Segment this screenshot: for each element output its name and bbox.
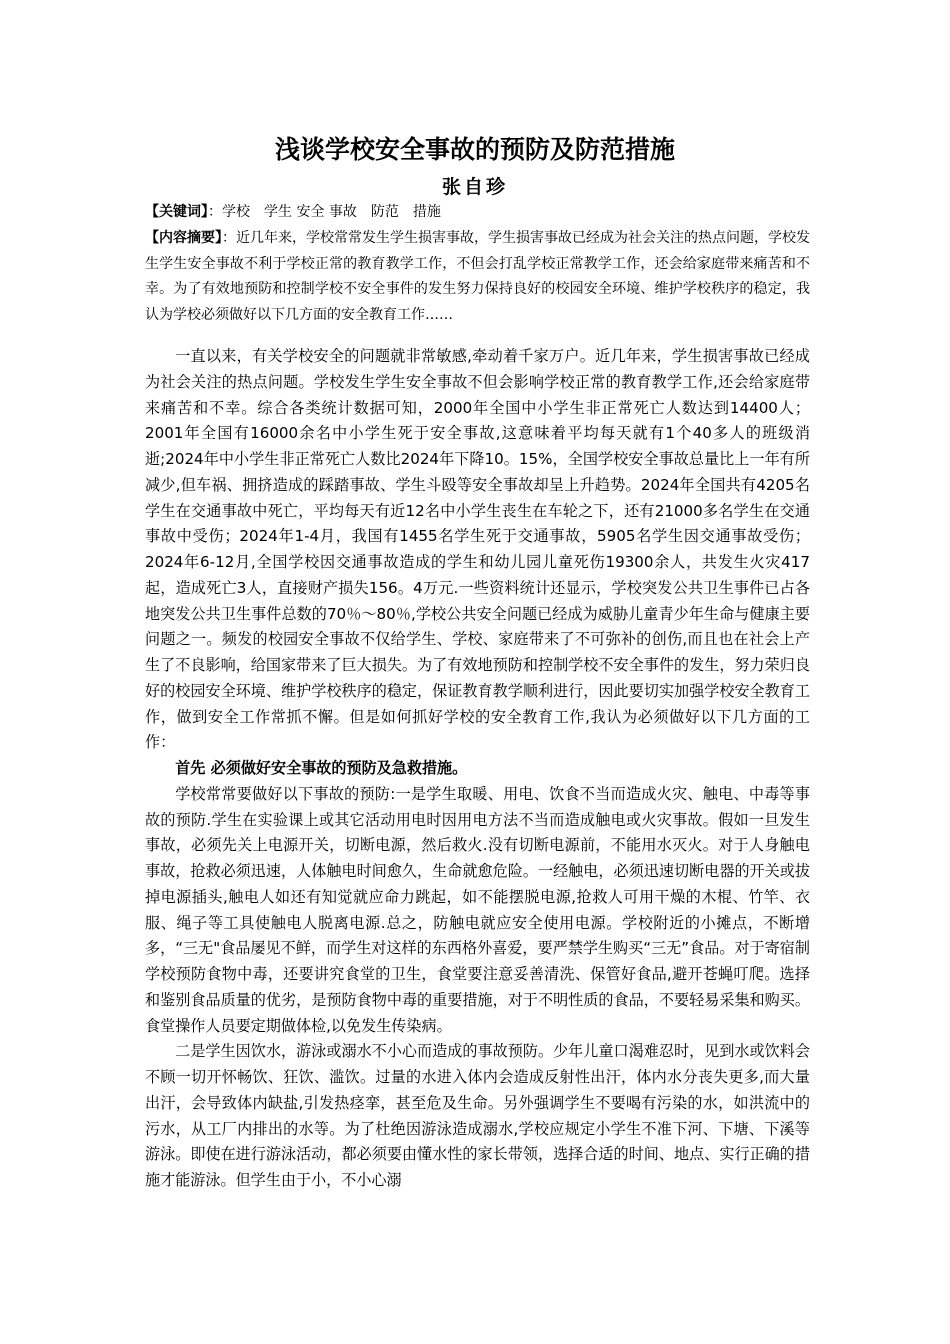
document-title: 浅谈学校安全事故的预防及防范措施 — [274, 135, 675, 164]
abstract-text: ：近几年来，学校常常发生学生损害事故，学生损害事故已经成为社会关注的热点问题，学校发生学生安全事故不利于学校正常的教育教学工作，不但会打乱学校正常教学工作，还会给家庭带来痛苦和不幸。为了有效地预防和控制学校不安全事件的发生努力保持良好的校园安全环境、维护学校秩序的稳定，我认为学校必须做好以下几方面的安全教育工作…… — [145, 230, 810, 323]
body-paragraph: 学校常常要做好以下事故的预防:一是学生取暖、用电、饮食不当而造成火灾、触电、中毒等事故的预防.学生在实验课上或其它活动用电时因用电方法不当而造成触电或火灾事故。假如一旦发生事故，必须先关上电源开关，切断电源，然后救火.没有切断电源前，不能用水灭火。对于人身触电事故，抢救必须迅速，人体触电时间愈久，生命就愈危险。一经触电，必须迅速切断电器的开关或拔掉电源插头,触电人如还有知觉就应命力跳起，如不能摆脱电源,抢救人可用干燥的木棍、竹竿、衣服、绳子等工具使触电人脱离电源.总之，防触电就应安全使用电源。学校附近的小摊点，不断增多，“三无"食品屡见不鲜，而学生对这样的东西格外喜爱，要严禁学生购买“三无”食品。对于寄宿制学校预防食物中毒，还要讲究食堂的卫生，食堂要注意妥善清洗、保管好食品,避开苍蝇叮爬。选择和鉴别食品质量的优劣，是预防食物中毒的重要措施，对于不明性质的食品，不要轻易采集和购买。食堂操作人员要定期做体检,以免发生传染病。 — [145, 784, 810, 1035]
keywords-text: ：学校 学生 安全 事故 防范 措施 — [208, 204, 441, 220]
body-paragraph: 二是学生因饮水，游泳或溺水不小心而造成的事故预防。少年儿童口渴难忍时，见到水或饮料会不顾一切开怀畅饮、狂饮、滥饮。过量的水进入体内会造成反射性出汗，体内水分丧失更多,而大量出汗，会导致体内缺盐,引发热痉挛，甚至危及生命。另外强调学生不要喝有污染的水，如洪流中的污水，从工厂内排出的水等。为了杜绝因游泳造成溺水,学校应规定小学生不准下河、下塘、下溪等游泳。即使在进行游泳活动，都必须要由懂水性的家长带领，选择合适的时间、地点、实行正确的措施才能游泳。但学生由于小，不小心溺 — [145, 1042, 810, 1189]
keywords-label: 【关键词】 — [145, 204, 208, 220]
abstract-block — [145, 226, 810, 328]
document-author: 张自珍 — [441, 176, 508, 198]
document-body — [145, 344, 810, 1194]
abstract-label: 【内容摘要】 — [145, 230, 222, 246]
keywords-line — [145, 200, 810, 226]
section-heading: 首先 必须做好安全事故的预防及急救措施。 — [175, 759, 468, 777]
body-paragraph: 一直以来，有关学校安全的问题就非常敏感,牵动着千家万户。近几年来，学生损害事故已经成为社会关注的热点问题。学校发生学生安全事故不但会影响学校正常的教育教学工作,还会给家庭带来痛苦和不幸。综合各类统计数据可知，2000年全国中小学生非正常死亡人数达到14400人；2001年全国有16000余名中小学生死于安全事故,这意味着平均每天就有1个40多人的班级消逝;2024年中小学生非正常死亡人数比2024年下降10。15%，全国学校安全事故总量比上一年有所减少,但车祸、拥挤造成的踩踏事故、学生斗殴等安全事故却呈上升趋势。2024年全国共有4205名学生在交通事故中死亡，平均每天有近12名中小学生丧生在车轮之下，还有21000多名学生在交通事故中受伤；2024年1-4月，我国有1455名学生死于交通事故，5905名学生因交通事故受伤；2024年6-12月,全国学校因交通事故造成的学生和幼儿园儿童死伤19300余人，共发生火灾417起，造成死亡3人，直接财产损失156。4万元.一些资料统计还显示，学校突发公共卫生事件已占各地突发公共卫生事件总数的70％～80％,学校公共安全问题已经成为威胁儿童青少年生命与健康主要问题之一。频发的校园安全事故不仅给学生、学校、家庭带来了不可弥补的创伤,而且也在社会上产生了不良影响，给国家带来了巨大损失。为了有效地预防和控制学校不安全事件的发生，努力荣归良好的校园安全环境、维护学校秩序的稳定，保证教育教学顺利进行，因此要切实加强学校安全教育工作，做到安全工作常抓不懈。但是如何抓好学校的安全教育工作,我认为必须做好以下几方面的工作： — [145, 347, 810, 752]
